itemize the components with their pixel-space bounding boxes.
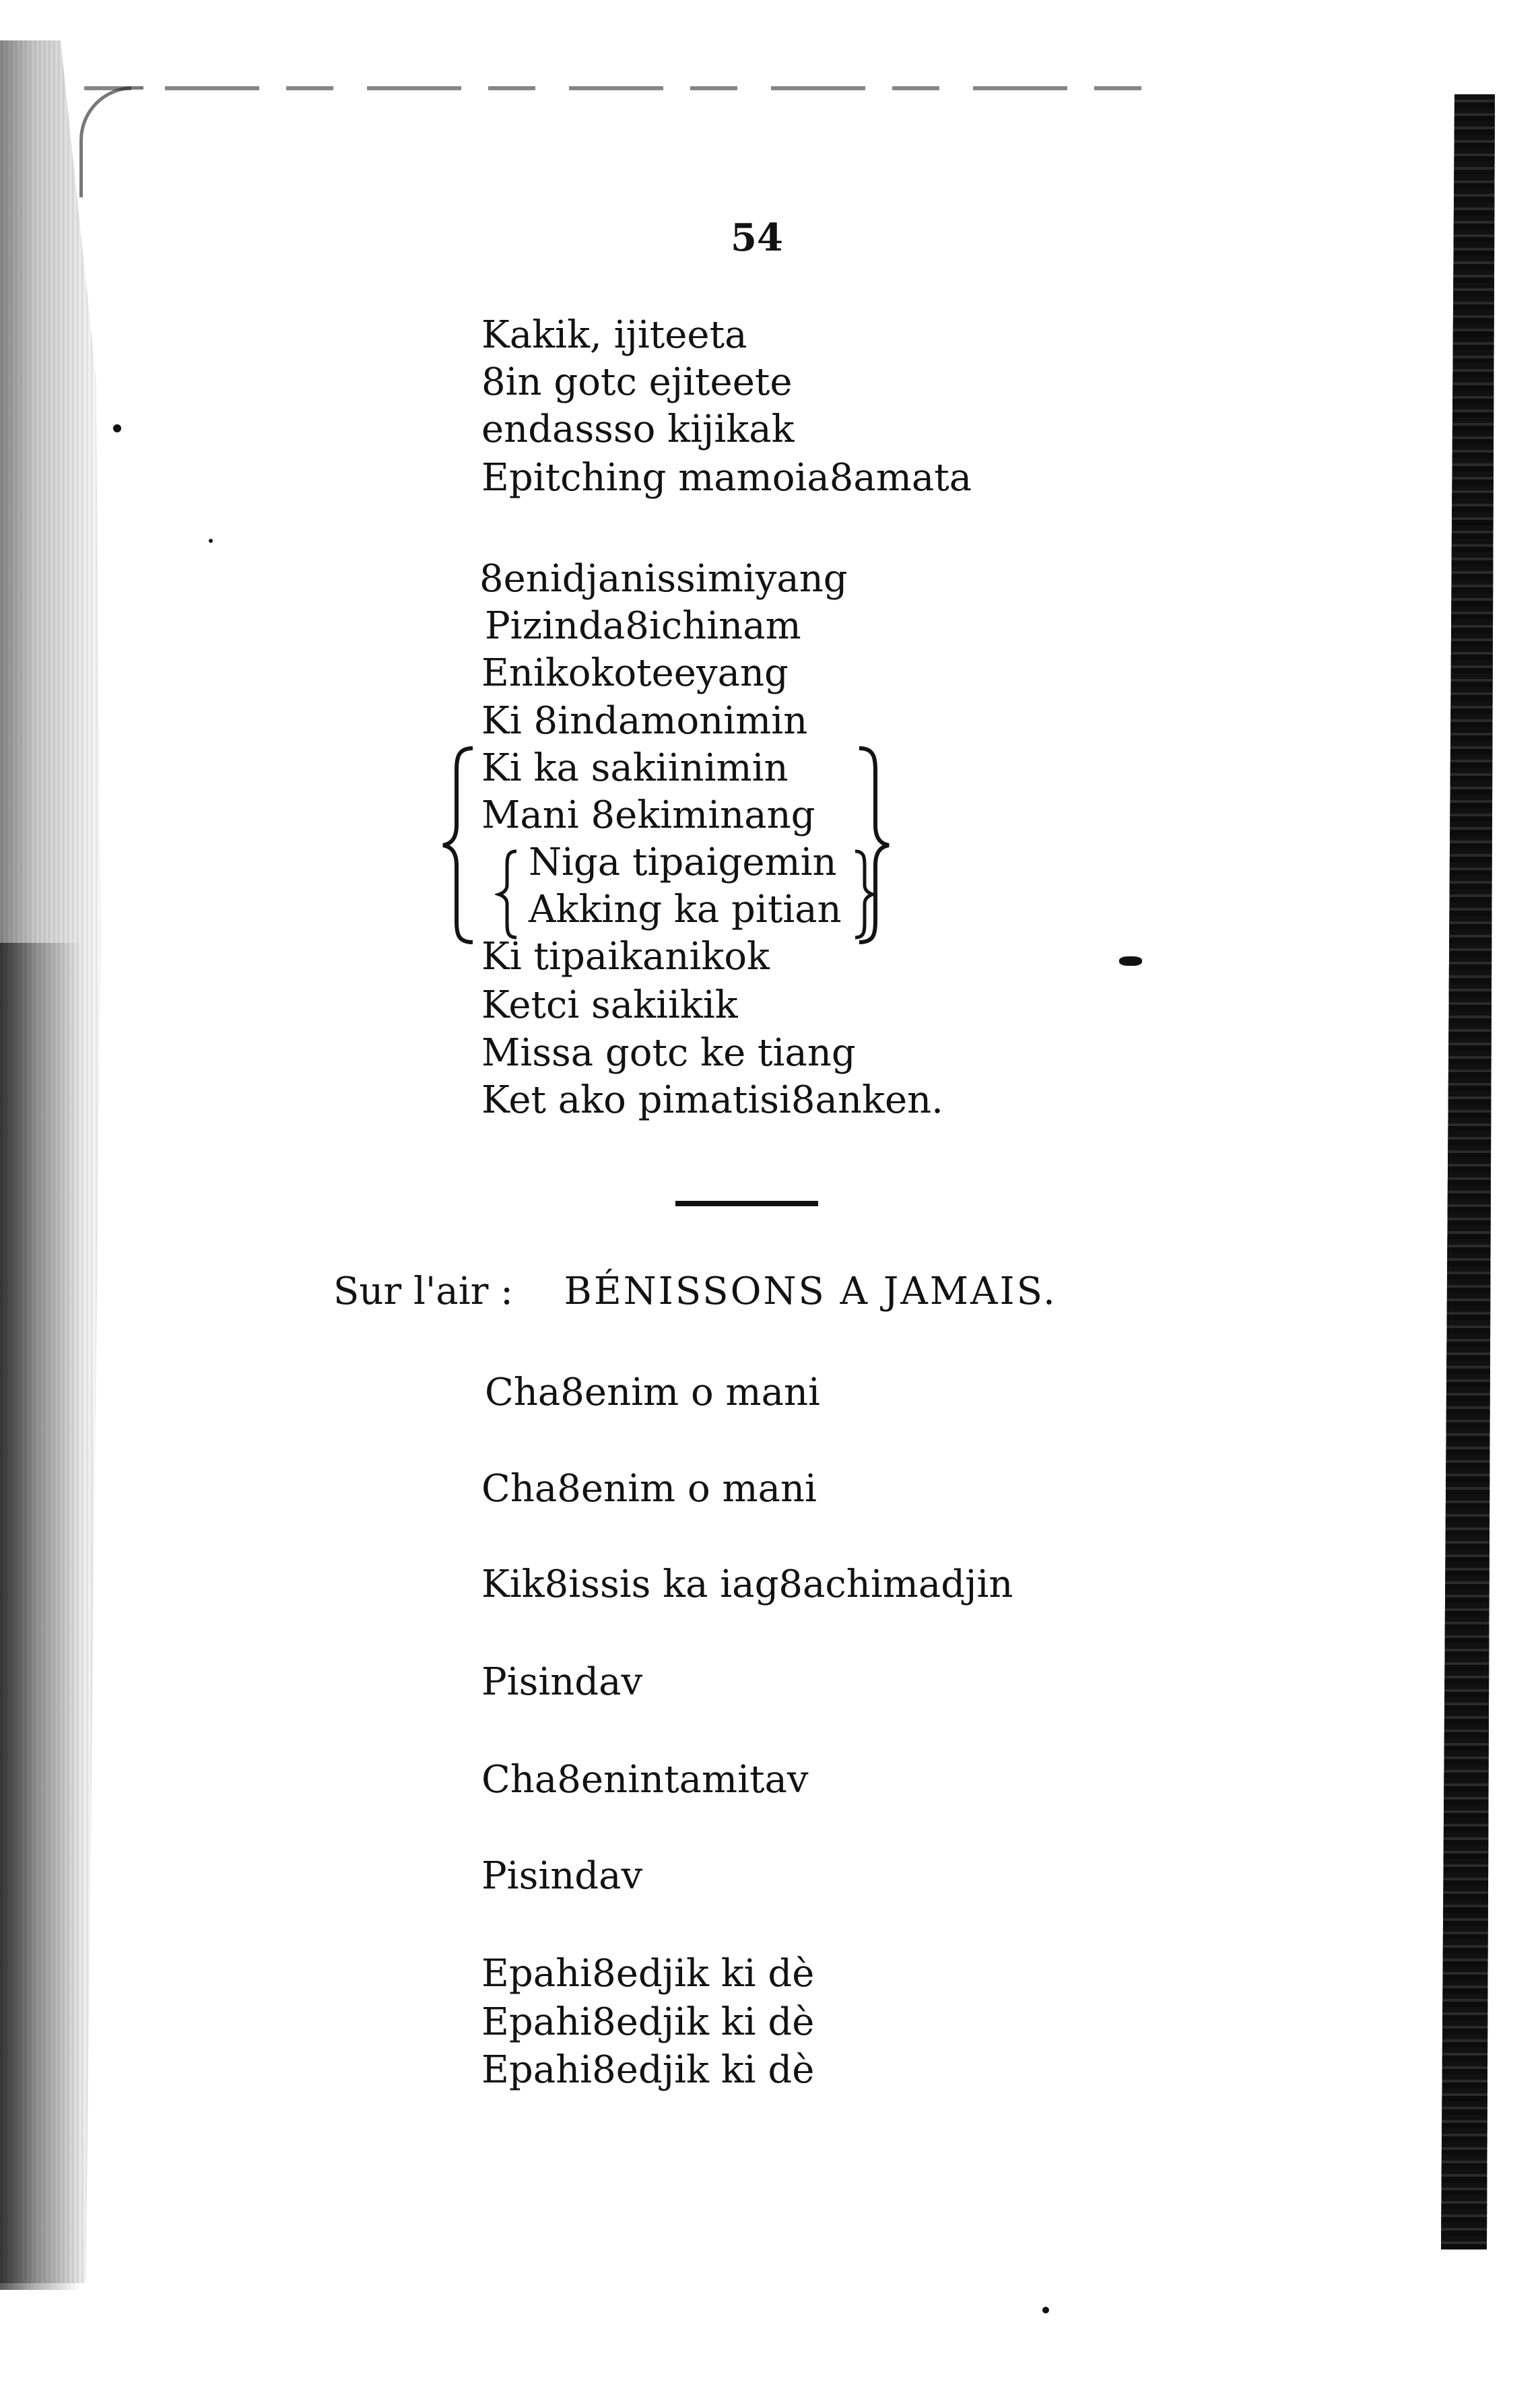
- verse-line: Pisindav: [481, 1660, 643, 1704]
- verse-line: Kik8issis ka iag8achimadjin: [481, 1563, 1013, 1606]
- verse-line: Epahi8edjik ki dè: [481, 2000, 815, 2044]
- scan-right-edge-shadow: [1441, 94, 1495, 2249]
- verse-line: Ki ka sakiinimin: [481, 746, 789, 790]
- verse-line: Ki tipaikanikok: [481, 935, 770, 979]
- verse-line: Missa gotc ke tiang: [481, 1031, 856, 1075]
- verse-line: Epahi8edjik ki dè: [481, 2048, 815, 2092]
- ink-speck: [113, 424, 121, 432]
- verse-line: Enikokoteeyang: [481, 651, 789, 695]
- air-label: Sur l'air :: [333, 1270, 514, 1313]
- air-title: BÉNISSONS A JAMAIS.: [564, 1270, 1057, 1313]
- ink-speck: [1119, 956, 1142, 966]
- ink-speck: [1042, 2307, 1049, 2313]
- verse-line: Niga tipaigemin: [529, 841, 837, 884]
- verse-line: Pizinda8ichinam: [485, 604, 801, 648]
- verse-line: Mani 8ekiminang: [481, 793, 815, 837]
- scan-top-border: [84, 86, 1162, 90]
- verse-line: Akking ka pitian: [529, 888, 842, 931]
- verse-line: Cha8enintamitav: [481, 1758, 809, 1802]
- verse-line: Epitching mamoia8amata: [481, 456, 972, 500]
- verse-line: endassso kijikak: [481, 407, 795, 451]
- verse-line: Cha8enim o mani: [485, 1371, 820, 1414]
- verse-line: Epahi8edjik ki dè: [481, 1952, 815, 1996]
- verse-line: Ketci sakiikik: [481, 983, 738, 1027]
- verse-line: Ket ako pimatisi8anken.: [481, 1078, 943, 1122]
- verse-line: Kakik, ijiteeta: [481, 313, 747, 357]
- ink-speck: [209, 539, 213, 543]
- section-divider: [675, 1201, 818, 1206]
- scan-corner-curve: [79, 86, 143, 197]
- inner-right-brace: [850, 847, 877, 942]
- verse-line: Ki 8indamonimin: [481, 699, 808, 743]
- verse-line: Pisindav: [481, 1854, 643, 1898]
- inner-left-brace: [495, 847, 522, 942]
- verse-line: 8enidjanissimiyang: [479, 557, 848, 601]
- verse-line: Cha8enim o mani: [481, 1467, 817, 1511]
- left-repeat-brace: [438, 744, 478, 946]
- air-heading: [333, 1270, 1057, 1313]
- scan-binding-shadow: [0, 943, 81, 2290]
- verse-line: 8in gotc ejiteete: [481, 360, 793, 404]
- page-number: 54: [731, 216, 783, 260]
